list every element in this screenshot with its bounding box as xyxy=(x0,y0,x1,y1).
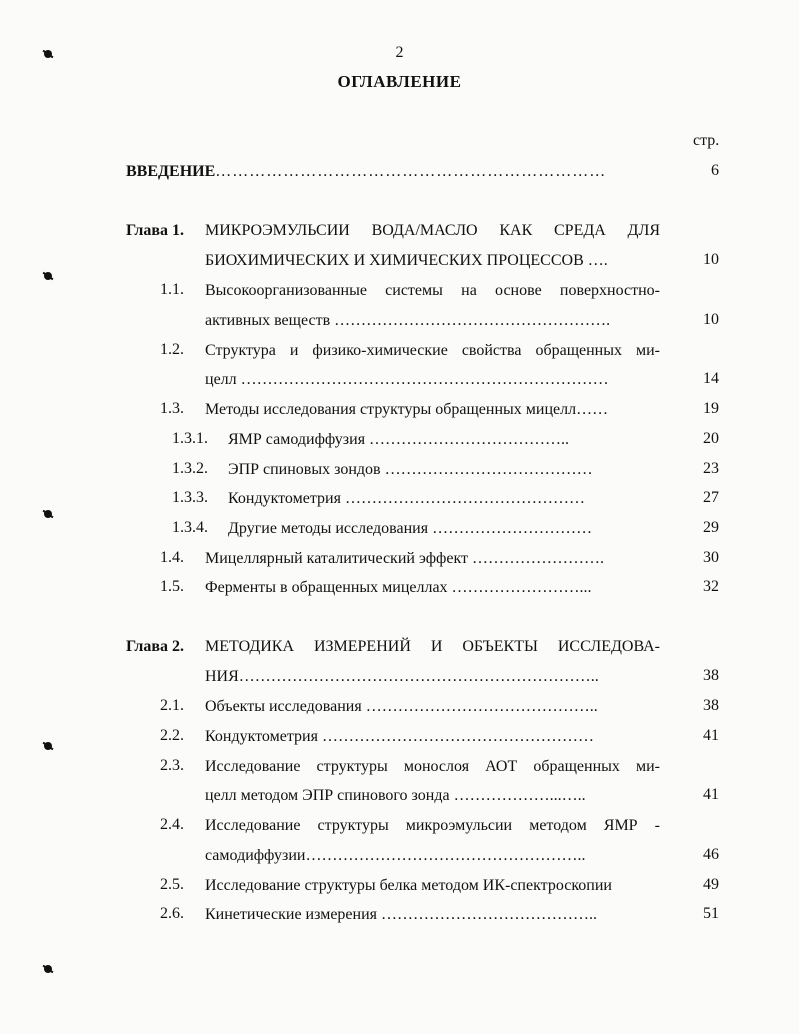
binder-hole-mark xyxy=(44,510,52,518)
chapter2-page: 38 xyxy=(703,667,719,684)
section-number: 2.6. xyxy=(160,905,184,922)
section-title-line1: Методы исследования структуры обращенных мицелл…… xyxy=(205,401,609,418)
subsection-title: ЯМР самодиффузия ……………………………….. xyxy=(228,431,570,448)
chapter1-page: 10 xyxy=(703,251,719,268)
chapter1-label xyxy=(126,221,184,241)
section-title-line1: Высокоорганизованные системы на основе поверхностно- xyxy=(205,282,660,299)
section-title-line1: Исследование структуры белка методом ИК-спектроскопии xyxy=(205,877,612,894)
subsection-title: Другие методы исследования ………………………… xyxy=(228,520,593,537)
subsection-number: 1.3.4. xyxy=(172,519,208,536)
intro-title: ВВЕДЕНИЕ xyxy=(126,163,216,180)
chapter1-title-line1: МИКРОЭМУЛЬСИИ ВОДА/МАСЛО КАК СРЕДА ДЛЯ xyxy=(205,222,660,239)
section-page: 49 xyxy=(703,876,719,893)
chapter2-label xyxy=(126,637,184,657)
section-title-line1: Структура и физико-химические свойства обращенных ми- xyxy=(205,342,660,359)
chapter1-title-line2: БИОХИМИЧЕСКИХ И ХИМИЧЕСКИХ ПРОЦЕССОВ …. xyxy=(205,252,608,269)
leader-dots: …………………………………………………………… xyxy=(215,163,607,180)
section-title-line1: Мицеллярный каталитический эффект ……………………. xyxy=(205,550,605,567)
section-page: 51 xyxy=(703,905,719,922)
subsection-number: 1.3.3. xyxy=(172,489,208,506)
subsection-page: 29 xyxy=(703,519,719,536)
subsection-title: ЭПР спиновых зондов ………………………………… xyxy=(228,461,593,478)
section-page: 41 xyxy=(703,786,719,803)
subsection-page: 20 xyxy=(703,430,719,447)
page-number: 2 xyxy=(395,44,404,61)
section-title-line1: Кинетические измерения ………………………………….. xyxy=(205,906,598,923)
section-page: 38 xyxy=(703,697,719,714)
section-number: 2.3. xyxy=(160,757,184,774)
section-page: 41 xyxy=(703,727,719,744)
section-number: 1.2. xyxy=(160,341,184,358)
chapter2-title-line1: МЕТОДИКА ИЗМЕРЕНИЙ И ОБЪЕКТЫ ИССЛЕДОВА- xyxy=(205,638,660,655)
page-title: ОГЛАВЛЕНИЕ xyxy=(337,72,462,91)
binder-hole-mark xyxy=(44,742,52,750)
subsection-number: 1.3.1. xyxy=(172,430,208,447)
chapter-label: Глава 1. xyxy=(126,222,184,239)
page-column-label: стр. xyxy=(693,132,720,149)
intro-page: 6 xyxy=(711,162,719,179)
subsection-page: 23 xyxy=(703,460,719,477)
section-title-line2: целл …………………………………………………………… xyxy=(205,371,609,388)
section-page: 30 xyxy=(703,549,719,566)
section-page: 46 xyxy=(703,846,719,863)
section-number: 1.3. xyxy=(160,400,184,417)
section-title-line2: самодиффузии…………………………………………….. xyxy=(205,847,586,864)
section-page: 10 xyxy=(703,311,719,328)
binder-hole-mark xyxy=(44,272,52,280)
section-number: 1.5. xyxy=(160,578,184,595)
section-title-line2: активных веществ ……………………………………………. xyxy=(205,312,611,329)
section-title-line1: Объекты исследования …………………………………….. xyxy=(205,698,598,715)
subsection-page: 27 xyxy=(703,489,719,506)
subsection-title: Кондуктометрия ……………………………………… xyxy=(228,490,585,507)
binder-hole-mark xyxy=(44,965,52,973)
section-number: 2.5. xyxy=(160,876,184,893)
section-number: 2.4. xyxy=(160,816,184,833)
section-title-line1: Ферменты в обращенных мицеллах ……………………... xyxy=(205,579,592,596)
section-number: 2.2. xyxy=(160,727,184,744)
chapter-label: Глава 2. xyxy=(126,638,184,655)
section-title-line1: Кондуктометрия …………………………………………… xyxy=(205,728,594,745)
section-number: 2.1. xyxy=(160,697,184,714)
section-number: 1.4. xyxy=(160,549,184,566)
section-title-line1: Исследование структуры микроэмульсии методом ЯМР - xyxy=(205,817,660,834)
subsection-number: 1.3.2. xyxy=(172,460,208,477)
section-page: 32 xyxy=(703,578,719,595)
chapter2-title-line2: НИЯ………………………………………………………….. xyxy=(205,668,599,685)
toc-entry-intro xyxy=(126,162,606,182)
section-title-line2: целл методом ЭПР спинового зонда ………………...….. xyxy=(205,787,586,804)
section-page: 14 xyxy=(703,370,719,387)
section-title-line1: Исследование структуры монослоя АОТ обращенных ми- xyxy=(205,758,660,775)
section-page: 19 xyxy=(703,400,719,417)
section-number: 1.1. xyxy=(160,281,184,298)
